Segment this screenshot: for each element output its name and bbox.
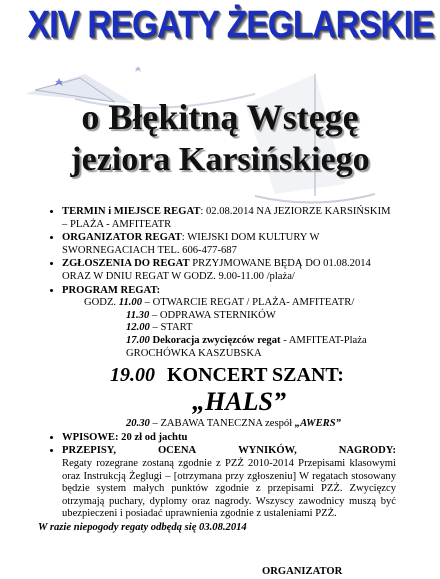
prizes-text: Regaty rozegrane zostaną zgodnie z PZŻ 2010-2014 Przepisami klasowymi oraz Instrukcją Żeglugi – [otrzymana przy zgłoszeniu] W regatach stosowany będzie system małych punktów zgodnie z przepisami PZŻ. Zwycięzcy otrzymają puchary, dyplomy oraz nagrody. Wszyscy zawodnicy muszą być ubezpieczeni i posiadać uprawnienia zgodnie z ustaleniami PZŻ.: [62, 457, 396, 520]
program-text-3: – START: [149, 322, 193, 334]
program-godz-prefix: GODZ.: [84, 297, 119, 309]
list-item-organizator: [62, 232, 396, 257]
program-text-4: - AMFITEAT-Plaża GROCHÓWKA KASZUBSKA: [126, 334, 367, 359]
concert-title: KONCERT SZANT:: [167, 364, 344, 387]
prizes-head-4: NAGRODY:: [338, 445, 396, 457]
subtitle-line-2: jeziora Karsińskiego: [70, 141, 370, 178]
program-time-3: 12.00: [126, 322, 150, 334]
program-row-2: [126, 310, 396, 323]
program-time-4: 17.00: [126, 334, 150, 346]
party-text: – ZABAWA TANECZNA zespół: [149, 418, 295, 430]
zgloszenia-text: PRZYJMOWANE BĘDĄ DO 01.08.2014 ORAZ W DNIU REGAT W GODZ. 9.00-11.00 /plaża/: [62, 258, 371, 282]
prizes-heading: [62, 445, 396, 458]
prizes-head-3: WYNIKÓW,: [238, 445, 297, 457]
program-text-1: – OTWARCIE REGAT / PLAŻA- AMFITEATR/: [142, 297, 355, 309]
poster-banner: [0, 0, 440, 52]
program-row-4: [126, 335, 396, 360]
band-name: „HALS”: [192, 387, 286, 417]
prizes-head-1: • PRZEPISY,: [62, 445, 117, 457]
program-text-2: – ODPRAWA STERNIKÓW: [149, 309, 276, 321]
program-text-4-bold: Dekoracja zwycięzców regat: [149, 334, 281, 346]
poster-content: [38, 206, 396, 534]
subtitle-line-1: o Błękitną Wstęgę: [81, 97, 359, 137]
party-line: [126, 418, 396, 431]
sailboat-watermark-image: [15, 64, 425, 214]
prizes-head-2: OCENA: [157, 445, 197, 457]
concert-time: 19.00: [110, 364, 155, 387]
weather-note: W razie niepogody regaty odbędą się 03.08.2014: [38, 521, 247, 533]
program-colon: :: [156, 284, 161, 296]
list-item-program: [62, 285, 396, 431]
party-band: „AWERS”: [294, 418, 341, 430]
poster-title: XIV REGATY ŻEGLARSKIE: [27, 4, 434, 46]
termin-text: : 02.08.2014 NA JEZIORZE KARSIŃSKIM – PLAŻA - AMFITEATR: [62, 206, 391, 230]
program-time-1: 11.00: [118, 297, 142, 309]
list-item-termin: [62, 206, 396, 231]
termin-label: TERMIN i MIEJSCE REGAT: [62, 206, 201, 217]
organizator-label: ORGANIZATOR REGAT: [62, 232, 182, 244]
wpisowe-text: WPISOWE: 20 zł od jachtu: [62, 431, 188, 443]
organizer-signature: ORGANIZATOR: [262, 566, 343, 577]
list-item-wpisowe: [62, 432, 396, 445]
program-label: PROGRAM REGAT: [62, 284, 157, 296]
concert-line: [110, 364, 396, 386]
program-row-3: [126, 322, 396, 335]
info-list: [42, 206, 396, 521]
organizator-text: : WIEJSKI DOM KULTURY W SWORNEGACIACH TEL. 606-477-687: [62, 232, 320, 256]
list-item-zgloszenia: [62, 258, 396, 283]
program-time-2: 11.30: [126, 309, 150, 321]
party-time: 20.30: [126, 418, 150, 430]
zgloszenia-label: ZGŁOSZENIA DO REGAT: [62, 258, 190, 270]
list-item-prizes: [62, 445, 396, 521]
program-row-1: [84, 297, 396, 310]
